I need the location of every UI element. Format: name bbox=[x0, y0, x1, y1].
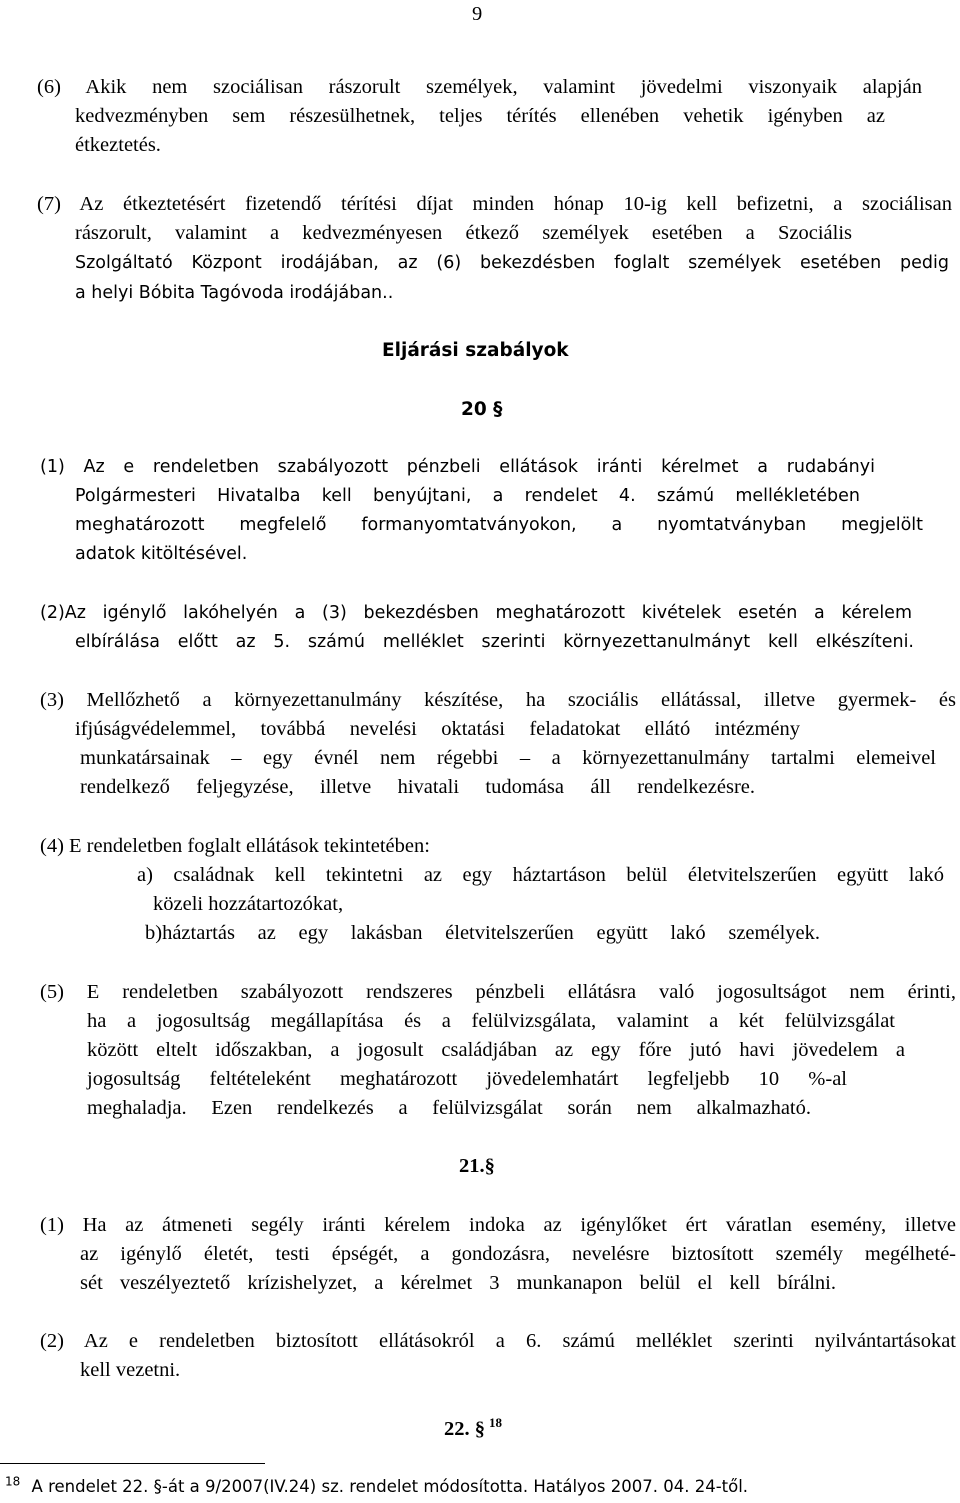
s20-p2-line: (2)Az igénylő lakóhelyén a (3) bekezdésben meghatározott kivételek esetén a kérelem bbox=[40, 603, 912, 623]
s20-p1-line: meghatározott megfelelő formanyomtatványokon, a nyomtatványban megjelölt bbox=[75, 515, 923, 535]
s20-p1-line: (1) Az e rendeletben szabályozott pénzbeli ellátások iránti kérelmet a rudabányi bbox=[40, 457, 875, 477]
s20-p1-line: adatok kitöltésével. bbox=[75, 544, 248, 564]
s21-p1-line: (1) Ha az átmeneti segély iránti kérelem indoka az igénylőket ért váratlan esemény, illetve bbox=[40, 1214, 956, 1236]
footnote-separator bbox=[0, 1463, 265, 1464]
s20-p4-line: b)háztartás az egy lakásban életvitelszerűen együtt lakó személyek. bbox=[145, 922, 820, 944]
s21-p1-line: az igénylő életét, testi épségét, a gondozásra, nevelésre biztosított személy megélheté- bbox=[80, 1243, 956, 1265]
para-7-line: (7) Az étkeztetésért fizetendő térítési díjat minden hónap 10-ig kell befizetni, a szociálisan bbox=[37, 193, 952, 215]
para-7-line: a helyi Bóbita Tagóvoda irodájában.. bbox=[75, 283, 394, 303]
s20-p1-line: Polgármesteri Hivatalba kell benyújtani, a rendelet 4. számú mellékletében bbox=[75, 486, 860, 506]
section-number-20: 20 § bbox=[461, 399, 503, 420]
footnote bbox=[5, 1475, 748, 1499]
para-6-line: (6) Akik nem szociálisan rászorult személyek, valamint jövedelmi viszonyaik alapján bbox=[37, 76, 922, 98]
footnote-ref[interactable]: 18 bbox=[489, 1415, 502, 1431]
s20-p2-line: elbírálása előtt az 5. számú melléklet szerinti környezettanulmányt kell elkészíteni. bbox=[75, 632, 914, 652]
s20-p3-line: rendelkező feljegyzése, illetve hivatali tudomása áll rendelkezésre. bbox=[80, 776, 755, 798]
s20-p3-line: munkatársainak – egy évnél nem régebbi – a környezettanulmány tartalmi elemeivel bbox=[80, 747, 936, 769]
s20-p5-line: jogosultság feltételeként meghatározott jövedelemhatárt legfeljebb 10 %-al bbox=[87, 1068, 847, 1090]
para-6-line: étkeztetés. bbox=[75, 134, 161, 156]
s20-p4-line: a) családnak kell tekintetni az egy háztartáson belül életvitelszerűen együtt lakó bbox=[137, 864, 944, 886]
section-number-21: 21.§ bbox=[459, 1155, 495, 1177]
footnote-text: A rendelet 22. §-át a 9/2007(IV.24) sz. rendelet módosította. Hatályos 2007. 04. 24-től. bbox=[31, 1477, 749, 1496]
para-7-line: rászorult, valamint a kedvezményesen étkező személyek esetében a Szociális bbox=[75, 222, 852, 244]
section-22-label: 22. § bbox=[444, 1418, 485, 1440]
section-heading: Eljárási szabályok bbox=[382, 340, 569, 361]
section-number-22 bbox=[444, 1417, 502, 1441]
s21-p1-line: sét veszélyeztető krízishelyzet, a kérelmet 3 munkanapon belül el kell bírálni. bbox=[80, 1272, 836, 1294]
s20-p3-line: ifjúságvédelemmel, továbbá nevelési oktatási feladatokat ellátó intézmény bbox=[75, 718, 800, 740]
s20-p5-line: (5) E rendeletben szabályozott rendszeres pénzbeli ellátásra való jogosultságot nem érinti, bbox=[40, 981, 956, 1003]
page-number: 9 bbox=[472, 3, 483, 25]
para-6-line: kedvezményben sem részesülhetnek, teljes térítés ellenében vehetik igényben az bbox=[75, 105, 885, 127]
s21-p2-line: (2) Az e rendeletben biztosított ellátásokról a 6. számú melléklet szerinti nyilvántartásokat bbox=[40, 1330, 956, 1352]
s21-p2-line: kell vezetni. bbox=[80, 1359, 181, 1381]
footnote-mark: 18 bbox=[5, 1474, 21, 1489]
s20-p5-line: között eltelt időszakban, a jogosult családjában az egy főre jutó havi jövedelem a bbox=[87, 1039, 905, 1061]
s20-p5-line: meghaladja. Ezen rendelkezés a felülvizsgálat során nem alkalmazható. bbox=[87, 1097, 811, 1119]
s20-p3-line: (3) Mellőzhető a környezettanulmány készítése, ha szociális ellátással, illetve gyermek- és bbox=[40, 689, 956, 711]
para-7-line: Szolgáltató Központ irodájában, az (6) bekezdésben foglalt személyek esetében pedig bbox=[75, 253, 949, 273]
s20-p5-line: ha a jogosultság megállapítása és a felülvizsgálata, valamint a két felülvizsgálat bbox=[87, 1010, 895, 1032]
s20-p4-line: közeli hozzátartozókat, bbox=[153, 893, 344, 915]
s20-p4-line: (4) E rendeletben foglalt ellátások tekintetében: bbox=[40, 835, 430, 857]
